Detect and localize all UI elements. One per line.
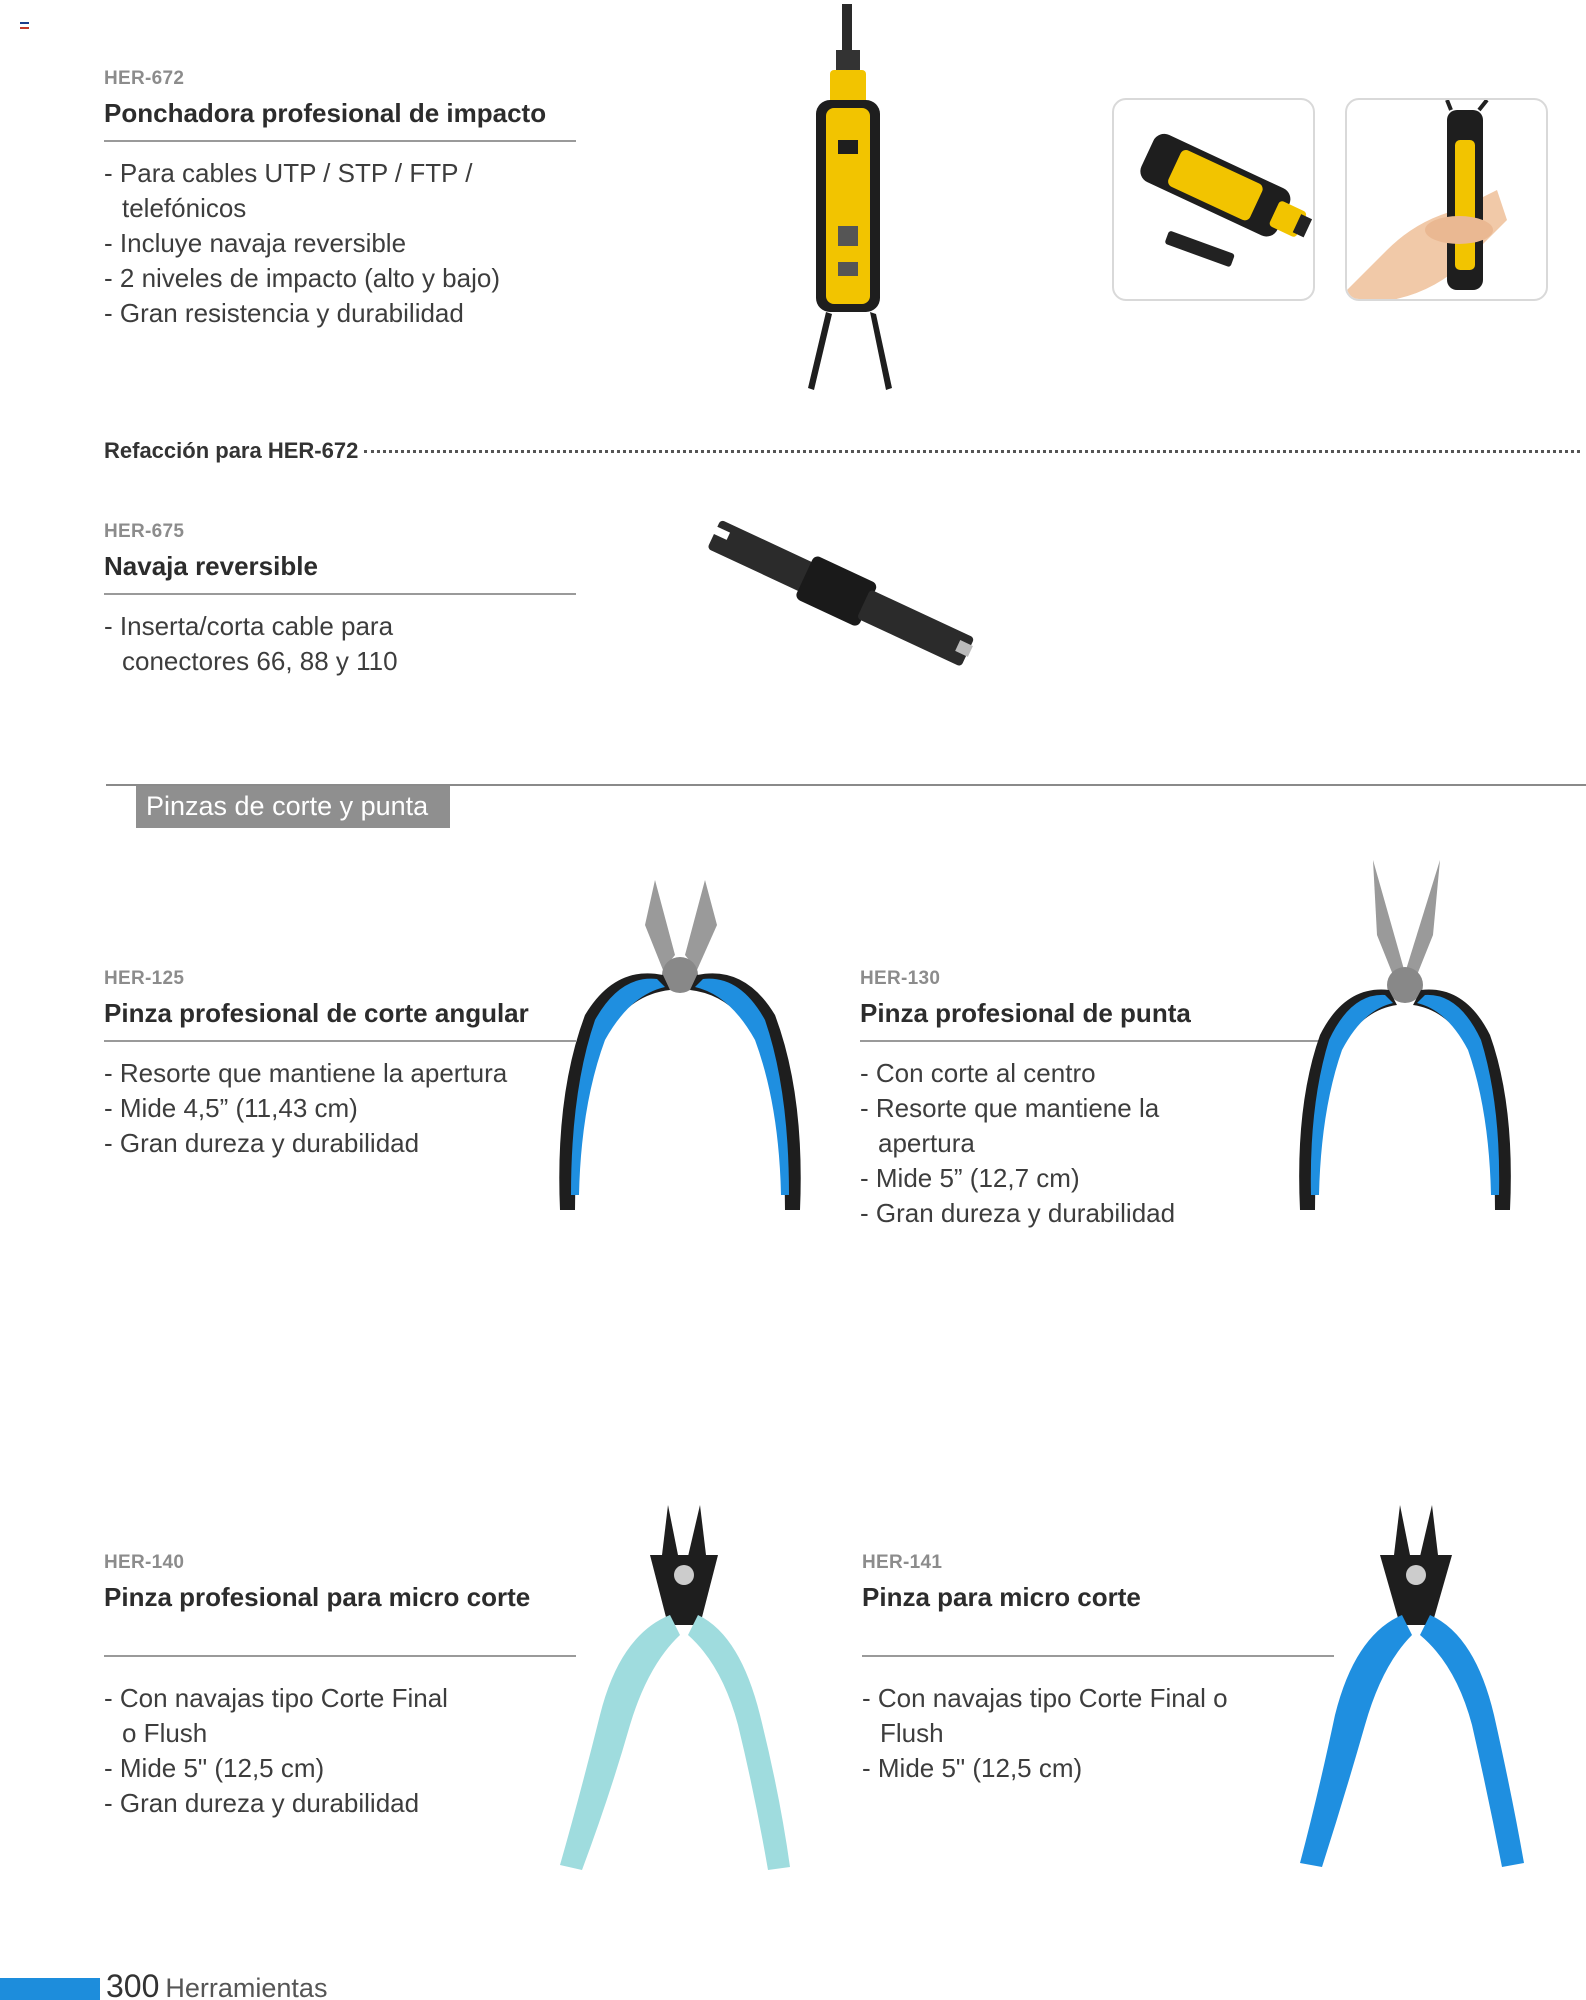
- product-her-125: [104, 968, 576, 1161]
- reversible-blade-image: [690, 505, 990, 685]
- feature-item: - Mide 5" (12,5 cm): [104, 1751, 576, 1786]
- product-title: Pinza profesional de punta: [860, 998, 1332, 1042]
- feature-list: [104, 1681, 576, 1821]
- feature-list: [104, 1056, 576, 1161]
- feature-item: - Con navajas tipo Corte Final o Flush: [104, 1681, 464, 1751]
- product-title: Pinza para micro corte: [862, 1582, 1334, 1657]
- product-code: HER-141: [862, 1552, 943, 1573]
- product-code: HER-140: [104, 1552, 185, 1573]
- product-title: Ponchadora profesional de impacto: [104, 98, 576, 142]
- feature-item: - 2 niveles de impacto (alto y bajo): [104, 261, 576, 296]
- needle-nose-plier-image: [1285, 855, 1535, 1235]
- feature-item: - Gran dureza y durabilidad: [104, 1786, 576, 1821]
- feature-item: - Gran resistencia y durabilidad: [104, 296, 576, 331]
- feature-item: - Incluye navaja reversible: [104, 226, 576, 261]
- product-title: Pinza profesional para micro corte: [104, 1582, 576, 1657]
- feature-item: - Mide 5” (12,7 cm): [860, 1161, 1332, 1196]
- feature-list: [862, 1681, 1334, 1786]
- footer-accent-bar: [0, 1978, 100, 2000]
- feature-item: - Inserta/corta cable para conectores 66, 88 y 110: [104, 609, 434, 679]
- micro-cutter-blue-image: [1280, 1495, 1550, 1880]
- feature-list: [104, 156, 576, 331]
- product-title: Pinza profesional de corte angular: [104, 998, 576, 1042]
- feature-item: - Gran dureza y durabilidad: [860, 1196, 1332, 1231]
- product-title: Navaja reversible: [104, 551, 576, 595]
- feature-item: - Para cables UTP / STP / FTP / telefónicos: [104, 156, 504, 226]
- thumbnail-tool-in-hand: [1345, 98, 1548, 301]
- feature-item: - Con corte al centro: [860, 1056, 1332, 1091]
- feature-item: - Mide 4,5” (11,43 cm): [104, 1091, 576, 1126]
- corner-mark: [20, 22, 29, 29]
- product-code: HER-130: [860, 968, 941, 989]
- refaccion-divider: [104, 438, 1580, 464]
- feature-item: - Resorte que mantiene la apertura: [104, 1056, 576, 1091]
- product-her-140: [104, 1552, 576, 1821]
- product-code: HER-672: [104, 68, 185, 89]
- product-her-141: [862, 1552, 1334, 1786]
- feature-list: [860, 1056, 1332, 1231]
- feature-item: - Resorte que mantiene la apertura: [860, 1091, 1160, 1161]
- feature-item: - Mide 5" (12,5 cm): [862, 1751, 1334, 1786]
- refaccion-label: Refacción para HER-672: [104, 438, 359, 463]
- thumbnail-tool-with-blade: [1112, 98, 1315, 301]
- feature-item: - Gran dureza y durabilidad: [104, 1126, 576, 1161]
- product-code: HER-125: [104, 968, 185, 989]
- page-number: 300: [106, 1968, 160, 2000]
- product-her-672: [104, 68, 576, 331]
- dotted-line: [364, 450, 1580, 453]
- micro-cutter-light-image: [540, 1495, 820, 1880]
- product-her-130: [860, 968, 1332, 1231]
- feature-item: - Con navajas tipo Corte Final o Flush: [862, 1681, 1242, 1751]
- diagonal-cutter-image: [545, 875, 815, 1235]
- section-title: Pinzas de corte y punta: [136, 786, 450, 828]
- punch-down-tool-image: [780, 0, 920, 400]
- page-footer: [106, 1968, 327, 2000]
- product-code: HER-675: [104, 521, 185, 542]
- section-name: Herramientas: [165, 1973, 328, 2000]
- product-her-675: [104, 521, 576, 679]
- feature-list: [104, 609, 576, 679]
